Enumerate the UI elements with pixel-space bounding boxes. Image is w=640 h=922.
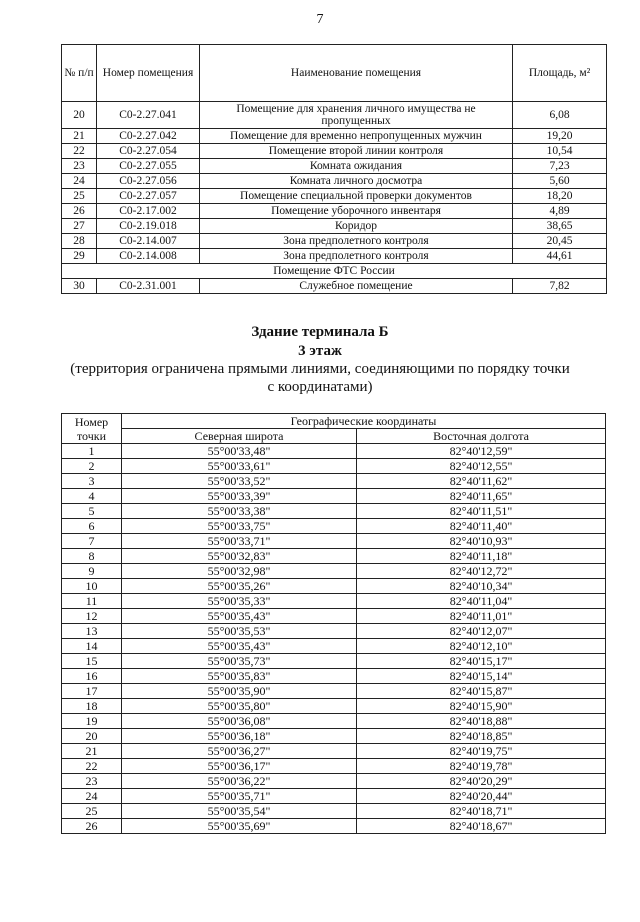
room-name: Служебное помещение [200, 279, 513, 294]
header-north: Северная широта [122, 429, 357, 444]
north-latitude: 55°00'33,48" [122, 444, 357, 459]
section-row [62, 264, 607, 279]
room-num: 26 [62, 204, 97, 219]
header-area: Площадь, м² [513, 45, 607, 102]
room-num: 21 [62, 129, 97, 144]
point-number: 7 [62, 534, 122, 549]
north-latitude: 55°00'36,17" [122, 759, 357, 774]
coord-row [62, 489, 606, 504]
room-row [62, 234, 607, 249]
room-name: Помещение специальной проверки документов [200, 189, 513, 204]
east-longitude: 82°40'12,59" [357, 444, 606, 459]
room-area: 44,61 [513, 249, 607, 264]
building-title: Здание терминала Б [251, 324, 389, 340]
point-number: 20 [62, 729, 122, 744]
coord-row [62, 594, 606, 609]
point-number: 1 [62, 444, 122, 459]
room-num: 28 [62, 234, 97, 249]
east-longitude: 82°40'20,44" [357, 789, 606, 804]
north-latitude: 55°00'35,26" [122, 579, 357, 594]
point-number: 22 [62, 759, 122, 774]
north-latitude: 55°00'35,83" [122, 669, 357, 684]
room-area: 19,20 [513, 129, 607, 144]
room-code: С0-2.14.007 [97, 234, 200, 249]
rooms-table [61, 44, 607, 294]
north-latitude: 55°00'33,38" [122, 504, 357, 519]
coord-row [62, 759, 606, 774]
room-name: Помещение второй линии контроля [200, 144, 513, 159]
header-room-name: Наименование помещения [200, 45, 513, 102]
east-longitude: 82°40'15,87" [357, 684, 606, 699]
north-latitude: 55°00'36,22" [122, 774, 357, 789]
east-longitude: 82°40'10,93" [357, 534, 606, 549]
coord-row [62, 804, 606, 819]
east-longitude: 82°40'19,75" [357, 744, 606, 759]
north-latitude: 55°00'36,18" [122, 729, 357, 744]
coords-header-row-1 [62, 414, 606, 429]
room-area: 5,60 [513, 174, 607, 189]
north-latitude: 55°00'35,54" [122, 804, 357, 819]
north-latitude: 55°00'35,43" [122, 609, 357, 624]
east-longitude: 82°40'18,67" [357, 819, 606, 834]
floor-title: 3 этаж [298, 343, 342, 359]
room-name: Коридор [200, 219, 513, 234]
room-row [62, 204, 607, 219]
room-name: Комната личного досмотра [200, 174, 513, 189]
point-number: 23 [62, 774, 122, 789]
coord-row [62, 684, 606, 699]
point-number: 21 [62, 744, 122, 759]
east-longitude: 82°40'11,18" [357, 549, 606, 564]
north-latitude: 55°00'36,08" [122, 714, 357, 729]
point-number: 8 [62, 549, 122, 564]
coord-row [62, 519, 606, 534]
east-longitude: 82°40'19,78" [357, 759, 606, 774]
room-area: 18,20 [513, 189, 607, 204]
east-longitude: 82°40'20,29" [357, 774, 606, 789]
room-row [62, 144, 607, 159]
north-latitude: 55°00'33,52" [122, 474, 357, 489]
room-code: С0-2.19.018 [97, 219, 200, 234]
point-number: 10 [62, 579, 122, 594]
header-point-number: Номер точки [62, 414, 122, 444]
coord-row [62, 504, 606, 519]
east-longitude: 82°40'11,04" [357, 594, 606, 609]
header-room-number: Номер помещения [97, 45, 200, 102]
north-latitude: 55°00'33,71" [122, 534, 357, 549]
point-number: 18 [62, 699, 122, 714]
coord-row [62, 699, 606, 714]
point-number: 5 [62, 504, 122, 519]
room-name: Зона предполетного контроля [200, 249, 513, 264]
room-row [62, 159, 607, 174]
north-latitude: 55°00'36,27" [122, 744, 357, 759]
point-number: 17 [62, 684, 122, 699]
room-code: С0-2.31.001 [97, 279, 200, 294]
east-longitude: 82°40'15,90" [357, 699, 606, 714]
north-latitude: 55°00'33,61" [122, 459, 357, 474]
point-number: 6 [62, 519, 122, 534]
coord-row [62, 474, 606, 489]
room-num: 29 [62, 249, 97, 264]
coord-row [62, 549, 606, 564]
east-longitude: 82°40'12,55" [357, 459, 606, 474]
room-area: 10,54 [513, 144, 607, 159]
room-name: Комната ожидания [200, 159, 513, 174]
rooms-body [62, 102, 607, 294]
room-area: 7,82 [513, 279, 607, 294]
east-longitude: 82°40'11,65" [357, 489, 606, 504]
territory-note-line1: (территория ограничена прямыми линиями, соединяющими по порядку точки [70, 361, 570, 377]
room-area: 6,08 [513, 102, 607, 129]
coord-row [62, 774, 606, 789]
section-label: Помещение ФТС России [62, 264, 607, 279]
east-longitude: 82°40'12,07" [357, 624, 606, 639]
point-number: 13 [62, 624, 122, 639]
coord-row [62, 729, 606, 744]
point-number: 26 [62, 819, 122, 834]
east-longitude: 82°40'15,14" [357, 669, 606, 684]
point-number: 11 [62, 594, 122, 609]
territory-note-line2: с координатами) [267, 379, 373, 395]
point-number: 12 [62, 609, 122, 624]
point-number: 2 [62, 459, 122, 474]
room-name: Зона предполетного контроля [200, 234, 513, 249]
north-latitude: 55°00'35,69" [122, 819, 357, 834]
east-longitude: 82°40'11,40" [357, 519, 606, 534]
east-longitude: 82°40'18,85" [357, 729, 606, 744]
east-longitude: 82°40'18,71" [357, 804, 606, 819]
coords-table [61, 413, 606, 834]
room-num: 27 [62, 219, 97, 234]
room-row [62, 102, 607, 129]
east-longitude: 82°40'11,01" [357, 609, 606, 624]
room-num: 23 [62, 159, 97, 174]
east-longitude: 82°40'12,10" [357, 639, 606, 654]
point-number: 4 [62, 489, 122, 504]
coord-row [62, 639, 606, 654]
coord-row [62, 744, 606, 759]
room-name: Помещение для хранения личного имущества не пропущенных [200, 102, 513, 129]
room-code: С0-2.27.041 [97, 102, 200, 129]
room-num: 24 [62, 174, 97, 189]
coord-row [62, 714, 606, 729]
north-latitude: 55°00'35,43" [122, 639, 357, 654]
room-row [62, 189, 607, 204]
north-latitude: 55°00'35,71" [122, 789, 357, 804]
room-num: 22 [62, 144, 97, 159]
coord-row [62, 819, 606, 834]
east-longitude: 82°40'11,51" [357, 504, 606, 519]
header-east: Восточная долгота [357, 429, 606, 444]
point-number: 3 [62, 474, 122, 489]
point-number: 19 [62, 714, 122, 729]
north-latitude: 55°00'33,75" [122, 519, 357, 534]
north-latitude: 55°00'35,90" [122, 684, 357, 699]
north-latitude: 55°00'32,98" [122, 564, 357, 579]
east-longitude: 82°40'15,17" [357, 654, 606, 669]
coord-row [62, 624, 606, 639]
page-number: 7 [316, 12, 324, 27]
east-longitude: 82°40'12,72" [357, 564, 606, 579]
header-num: № п/п [62, 45, 97, 102]
east-longitude: 82°40'10,34" [357, 579, 606, 594]
coord-row [62, 444, 606, 459]
room-code: С0-2.17.002 [97, 204, 200, 219]
north-latitude: 55°00'35,33" [122, 594, 357, 609]
north-latitude: 55°00'35,53" [122, 624, 357, 639]
coords-header-row-2 [62, 429, 606, 444]
coord-row [62, 564, 606, 579]
room-code: С0-2.27.057 [97, 189, 200, 204]
room-name: Помещение для временно непропущенных мужчин [200, 129, 513, 144]
room-area: 7,23 [513, 159, 607, 174]
point-number: 9 [62, 564, 122, 579]
room-row [62, 279, 607, 294]
room-code: С0-2.14.008 [97, 249, 200, 264]
coord-row [62, 654, 606, 669]
room-area: 20,45 [513, 234, 607, 249]
rooms-header-row [62, 45, 607, 102]
room-area: 4,89 [513, 204, 607, 219]
room-row [62, 219, 607, 234]
room-row [62, 174, 607, 189]
point-number: 14 [62, 639, 122, 654]
room-area: 38,65 [513, 219, 607, 234]
room-code: С0-2.27.042 [97, 129, 200, 144]
room-num: 25 [62, 189, 97, 204]
north-latitude: 55°00'35,80" [122, 699, 357, 714]
coord-row [62, 534, 606, 549]
header-geo: Географические координаты [122, 414, 606, 429]
room-row [62, 129, 607, 144]
room-num: 30 [62, 279, 97, 294]
coord-row [62, 459, 606, 474]
north-latitude: 55°00'35,73" [122, 654, 357, 669]
room-code: С0-2.27.056 [97, 174, 200, 189]
north-latitude: 55°00'33,39" [122, 489, 357, 504]
east-longitude: 82°40'18,88" [357, 714, 606, 729]
north-latitude: 55°00'32,83" [122, 549, 357, 564]
coords-body [62, 444, 606, 834]
coord-row [62, 789, 606, 804]
east-longitude: 82°40'11,62" [357, 474, 606, 489]
coord-row [62, 609, 606, 624]
room-code: С0-2.27.054 [97, 144, 200, 159]
room-name: Помещение уборочного инвентаря [200, 204, 513, 219]
point-number: 15 [62, 654, 122, 669]
coord-row [62, 579, 606, 594]
room-code: С0-2.27.055 [97, 159, 200, 174]
room-num: 20 [62, 102, 97, 129]
room-row [62, 249, 607, 264]
point-number: 25 [62, 804, 122, 819]
point-number: 24 [62, 789, 122, 804]
point-number: 16 [62, 669, 122, 684]
coord-row [62, 669, 606, 684]
